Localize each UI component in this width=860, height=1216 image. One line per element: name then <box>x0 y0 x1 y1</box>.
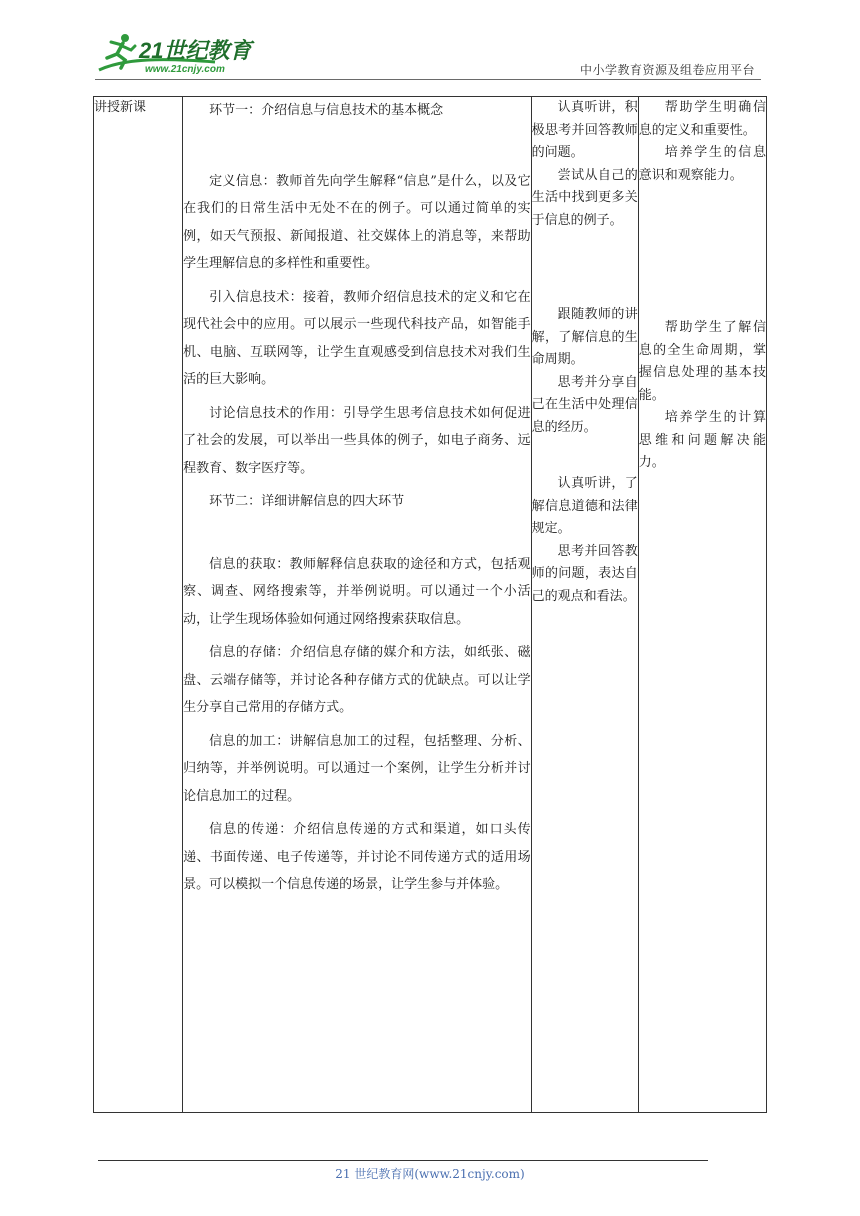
page-header <box>95 28 759 80</box>
header-divider <box>95 79 761 80</box>
content-paragraph: 定义信息：教师首先向学生解释“信息”是什么，以及它在我们的日常生活中无处不在的例子。可以通过简单的实例，如天气预报、新闻报道、社交媒体上的消息等，来帮助学生理解信息的多样性和重要性。 <box>183 173 531 271</box>
content-paragraph: 信息的存储：介绍信息存储的媒介和方法，如纸张、磁盘、云端存储等，并讨论各种存储方式的优缺点。可以让学生分享自己常用的存储方式。 <box>183 645 531 715</box>
student-activity: 认真听讲，了解信息道德和法律规定。 <box>531 476 638 536</box>
design-intent: 帮助学生明确信息的定义和重要性。 <box>638 100 766 138</box>
content-paragraph: 信息的获取：教师解释信息获取的途径和方式，包括观察、调查、网络搜索等，并举例说明。可以通过一个小活动，让学生现场体验如何通过网络搜索获取信息。 <box>183 556 531 627</box>
content-paragraph: 讨论信息技术的作用：引导学生思考信息技术如何促进了社会的发展，可以举出一些具体的例子，如电子商务、远程教育、数字医疗等。 <box>183 405 531 476</box>
content-paragraph: 引入信息技术：接着，教师介绍信息技术的定义和它在现代社会中的应用。可以展示一些现代科技产品，如智能手机、电脑、互联网等，让学生直观感受到信息技术对我们生活的巨大影响。 <box>183 289 531 387</box>
design-intent: 培养学生的信息意识和观察能力。 <box>638 145 766 183</box>
student-activity: 尝试从自己的生活中找到更多关于信息的例子。 <box>531 167 638 228</box>
row-label-cell <box>94 97 183 1113</box>
table-row <box>94 97 767 1113</box>
design-intent: 培养学生的计算思维和问题解决能力。 <box>638 410 766 470</box>
design-intent-cell <box>638 97 766 1113</box>
content-paragraph: 信息的加工：讲解信息加工的过程，包括整理、分析、归纳等，并举例说明。可以通过一个案例，让学生分析并讨论信息加工的过程。 <box>183 733 531 804</box>
lesson-plan-table <box>93 96 767 1113</box>
logo-text: 21世纪教育 <box>139 38 252 63</box>
site-logo[interactable] <box>95 28 270 78</box>
section-heading-2: 环节二：详细讲解信息的四大环节 <box>209 494 405 509</box>
platform-title: 中小学教育资源及组卷应用平台 <box>579 63 755 77</box>
logo-url-text: www.21cnjy.com <box>145 64 225 75</box>
runner-logo-icon <box>95 28 270 78</box>
teaching-content-cell <box>183 97 532 1113</box>
spacer <box>183 522 531 551</box>
student-activity: 思考并分享自己在生活中处理信息的经历。 <box>531 374 638 435</box>
content-paragraph: 信息的传递：介绍信息传递的方式和渠道，如口头传递、书面传递、电子传递等，并讨论不同传递方式的适用场景。可以模拟一个信息传递的场景，让学生参与并体验。 <box>183 822 531 892</box>
footer-divider <box>98 1160 708 1161</box>
student-activity: 认真听讲，积极思考并回答教师的问题。 <box>531 100 638 160</box>
student-activity: 跟随教师的讲解，了解信息的生命周期。 <box>531 307 638 367</box>
section-heading-1: 环节一：介绍信息与信息技术的基本概念 <box>209 103 444 118</box>
row-label: 讲授新课 <box>94 100 147 115</box>
footer-text[interactable]: 21 世纪教育网(www.21cnjy.com) <box>335 1167 525 1181</box>
spacer <box>183 131 531 168</box>
student-activity: 思考并回答教师的问题，表达自己的观点和看法。 <box>531 543 638 604</box>
design-intent: 帮助学生了解信息的全生命周期，掌握信息处理的基本技能。 <box>638 320 766 403</box>
student-activity-cell <box>531 97 638 1113</box>
